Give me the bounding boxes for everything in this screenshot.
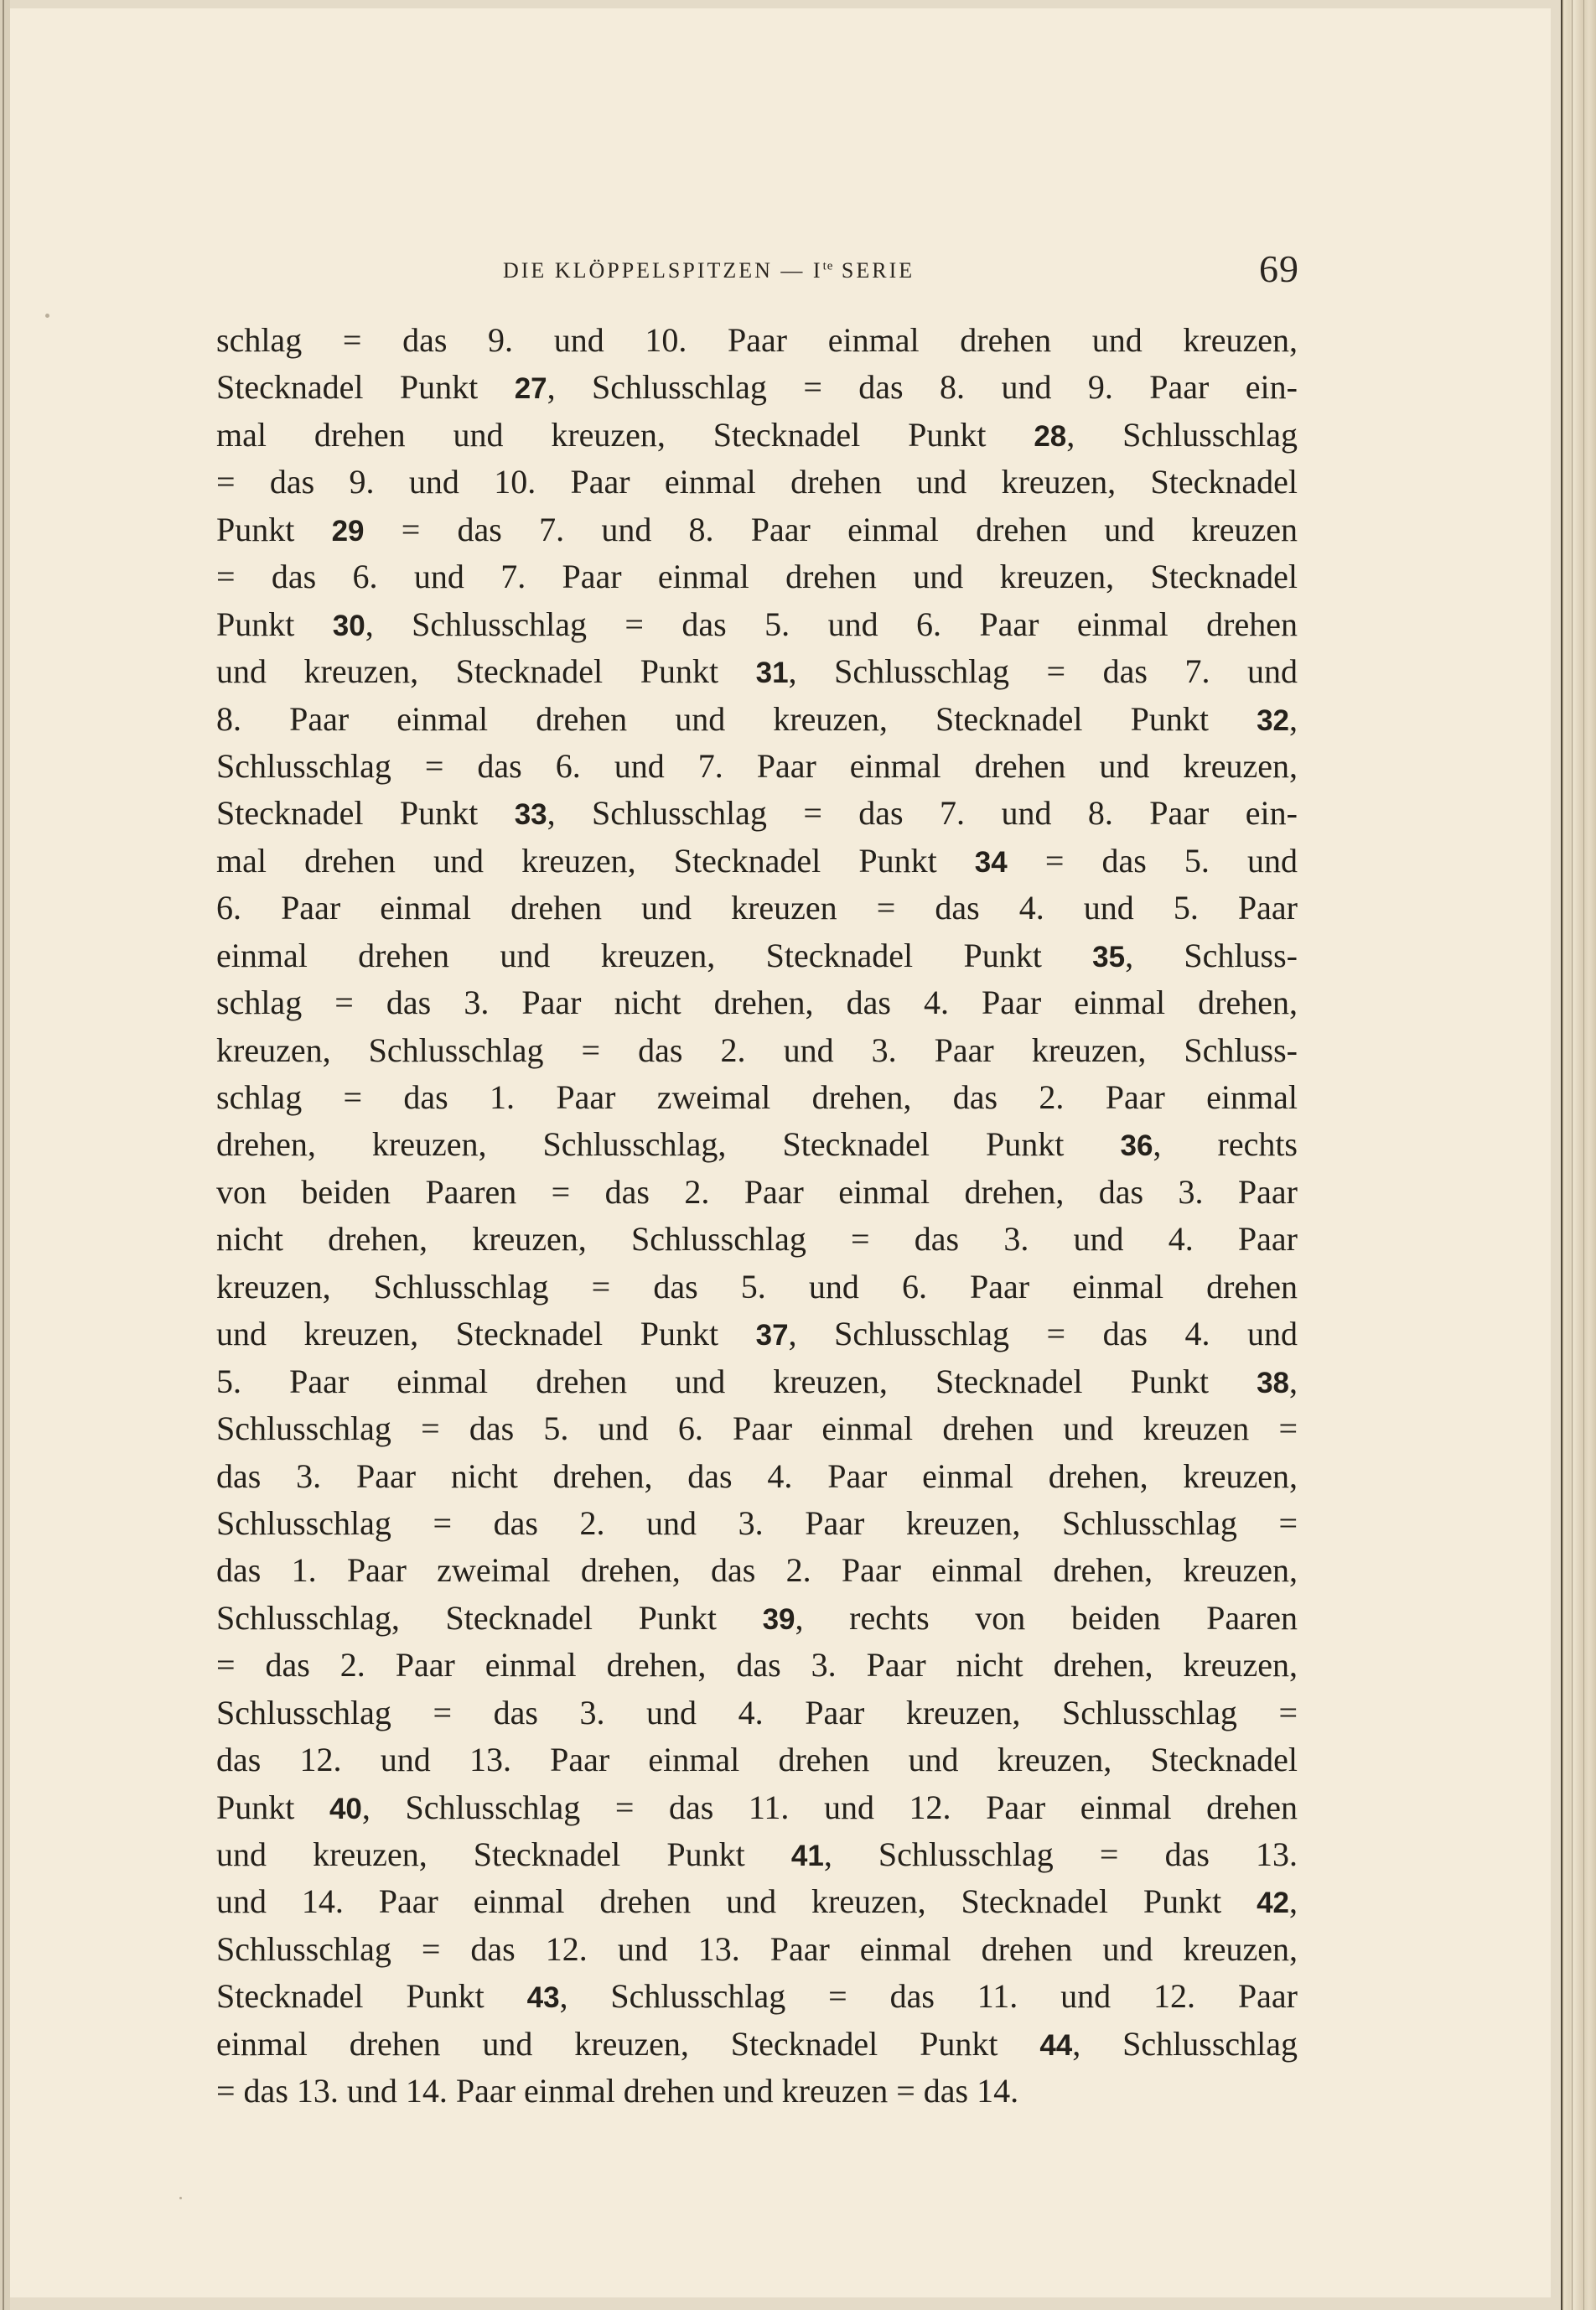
text-run: = das 2. Paar einmal drehen, das 3. Paar nicht drehen, kreuzen, [216, 1646, 1298, 1684]
text-run: und kreuzen, Stecknadel Punkt [216, 1835, 791, 1873]
text-line [216, 885, 1298, 932]
binding-gutter [0, 0, 10, 2310]
text-run: einmal drehen und kreuzen, Stecknadel Punkt [216, 2024, 1040, 2063]
text-run: schlag = das 3. Paar nicht drehen, das 4. Paar einmal drehen, [216, 984, 1298, 1022]
text-line [216, 1547, 1298, 1594]
text-run: = das 9. und 10. Paar einmal drehen und kreuzen, Stecknadel [216, 463, 1298, 501]
text-run: , Schlusschlag = das 8. und 9. Paar ein- [547, 368, 1298, 407]
text-run: Punkt [216, 1788, 329, 1826]
text-run: Schlusschlag, Stecknadel Punkt [216, 1598, 763, 1637]
text-line [216, 1878, 1298, 1925]
paper-speck [179, 2197, 182, 2199]
text-line [216, 459, 1298, 506]
text-run: Punkt [216, 510, 332, 548]
text-run: 6. Paar einmal drehen und kreuzen = das 4. und 5. Paar [216, 889, 1298, 927]
text-line [216, 1169, 1298, 1216]
text-run: und 14. Paar einmal drehen und kreuzen, Stecknadel Punkt [216, 1882, 1257, 1921]
text-run: Stecknadel Punkt [216, 368, 515, 407]
point-number: 34 [974, 845, 1008, 879]
point-number: 31 [755, 657, 789, 690]
point-number: 40 [329, 1792, 362, 1825]
paper-speck [45, 314, 49, 318]
text-line [216, 1216, 1298, 1263]
text-run: , Schlusschlag = das 7. und [788, 652, 1298, 691]
point-number: 33 [514, 798, 547, 832]
page-edge-line [1561, 0, 1562, 2310]
text-line [216, 317, 1298, 364]
text-line [216, 506, 1298, 553]
text-run: Schlusschlag = das 5. und 6. Paar einmal drehen und kreuzen = [216, 1409, 1298, 1448]
text-run: = das 5. und [1007, 841, 1298, 880]
text-run: 5. Paar einmal drehen und kreuzen, Stecknadel Punkt [216, 1362, 1257, 1400]
point-number: 30 [332, 609, 365, 642]
text-run: , [1289, 1882, 1298, 1921]
text-run: das 1. Paar zweimal drehen, das 2. Paar einmal drehen, kreuzen, [216, 1551, 1298, 1590]
text-run: , Schlusschlag [1066, 415, 1298, 454]
text-run: , [1289, 699, 1298, 738]
text-run: drehen, kreuzen, Schlusschlag, Stecknadel Punkt [216, 1125, 1121, 1164]
text-line [216, 601, 1298, 648]
text-line [216, 1926, 1298, 1973]
text-run: , rechts [1153, 1125, 1298, 1164]
text-line [216, 2021, 1298, 2068]
text-line [216, 932, 1298, 979]
text-run: , Schlusschlag = das 5. und 6. Paar einmal drehen [365, 605, 1298, 643]
text-run: Schlusschlag = das 12. und 13. Paar einmal drehen und kreuzen, [216, 1929, 1298, 1968]
text-run: mal drehen und kreuzen, Stecknadel Punkt [216, 841, 975, 880]
text-line [216, 696, 1298, 743]
running-title-superscript: te [822, 259, 834, 273]
body-text [216, 317, 1298, 2115]
text-line [216, 1784, 1298, 1831]
text-line [216, 1642, 1298, 1689]
text-line [216, 1358, 1298, 1405]
point-number: 38 [1257, 1366, 1289, 1399]
text-run: und kreuzen, Stecknadel Punkt [216, 1315, 756, 1353]
text-run: und kreuzen, Stecknadel Punkt [216, 652, 756, 691]
text-run: einmal drehen und kreuzen, Stecknadel Punkt [216, 936, 1093, 974]
text-line [216, 553, 1298, 600]
point-number: 28 [1034, 419, 1067, 453]
point-number: 27 [514, 372, 547, 406]
text-run: Schlusschlag = das 2. und 3. Paar kreuzen, Schlusschlag = [216, 1503, 1298, 1542]
text-run: , Schlusschlag = das 4. und [788, 1315, 1298, 1353]
point-number: 39 [762, 1602, 795, 1636]
text-line [216, 1074, 1298, 1121]
page-number: 69 [1259, 247, 1299, 290]
text-run: 8. Paar einmal drehen und kreuzen, Stecknadel Punkt [216, 699, 1257, 738]
text-line [216, 1831, 1298, 1878]
text-line [216, 1121, 1298, 1168]
text-run: , Schlusschlag = das 13. [823, 1835, 1298, 1873]
running-title-suffix: SERIE [833, 258, 915, 283]
text-line [216, 1690, 1298, 1736]
text-run: kreuzen, Schlusschlag = das 5. und 6. Paar einmal drehen [216, 1267, 1298, 1306]
text-run: von beiden Paaren = das 2. Paar einmal drehen, das 3. Paar [216, 1172, 1298, 1211]
running-title [503, 258, 915, 283]
point-number: 41 [790, 1840, 824, 1872]
text-run: = das 13. und 14. Paar einmal drehen und kreuzen = das 14. [216, 2072, 1019, 2110]
text-run: schlag = das 1. Paar zweimal drehen, das 2. Paar einmal [216, 1078, 1298, 1116]
text-line [216, 2068, 1298, 2115]
text-line [216, 648, 1298, 695]
text-line [216, 1500, 1298, 1547]
text-run: , Schluss- [1125, 936, 1298, 974]
running-head [218, 247, 1299, 293]
point-number: 32 [1257, 703, 1289, 737]
text-run: = das 6. und 7. Paar einmal drehen und kreuzen, Stecknadel [216, 558, 1298, 596]
binding-line [3, 0, 4, 2310]
text-line [216, 743, 1298, 790]
text-run: , Schlusschlag = das 11. und 12. Paar [559, 1977, 1298, 2016]
text-run: Schlusschlag = das 6. und 7. Paar einmal drehen und kreuzen, [216, 746, 1298, 785]
text-line [216, 364, 1298, 411]
text-line [216, 979, 1298, 1026]
text-run: , [1289, 1362, 1298, 1400]
point-number: 35 [1092, 940, 1126, 973]
page-edge-stack [1561, 0, 1596, 2310]
text-run: , Schlusschlag = das 7. und 8. Paar ein- [547, 794, 1298, 833]
text-line [216, 1027, 1298, 1074]
text-run: Schlusschlag = das 3. und 4. Paar kreuzen, Schlusschlag = [216, 1693, 1298, 1731]
text-run: , Schlusschlag = das 11. und 12. Paar einmal drehen [361, 1788, 1298, 1826]
text-line [216, 412, 1298, 459]
text-line [216, 1264, 1298, 1311]
running-title-text: DIE KLÖPPELSPITZEN — I [503, 258, 823, 283]
text-line [216, 1736, 1298, 1783]
page-edge-line [1572, 0, 1573, 2310]
point-number: 42 [1257, 1887, 1289, 1920]
text-line [216, 1973, 1298, 2020]
point-number: 29 [331, 514, 365, 548]
point-number: 36 [1120, 1129, 1153, 1163]
text-run: mal drehen und kreuzen, Stecknadel Punkt [216, 415, 1034, 454]
page-edge-line [1583, 0, 1584, 2310]
text-line [216, 1405, 1298, 1452]
point-number: 44 [1039, 2028, 1073, 2062]
text-run: das 3. Paar nicht drehen, das 4. Paar einmal drehen, kreuzen, [216, 1456, 1298, 1495]
text-run: = das 7. und 8. Paar einmal drehen und kreuzen [364, 510, 1298, 548]
text-run: nicht drehen, kreuzen, Schlusschlag = das 3. und 4. Paar [216, 1220, 1298, 1259]
point-number: 37 [755, 1319, 789, 1352]
text-run: , rechts von beiden Paaren [795, 1598, 1298, 1637]
text-line [216, 838, 1298, 885]
text-run: schlag = das 9. und 10. Paar einmal drehen und kreuzen, [216, 321, 1298, 359]
text-line [216, 1595, 1298, 1642]
text-run: Stecknadel Punkt [216, 794, 515, 833]
point-number: 43 [526, 1981, 560, 2015]
text-run: kreuzen, Schlusschlag = das 2. und 3. Paar kreuzen, Schluss- [216, 1030, 1298, 1069]
text-line [216, 1453, 1298, 1500]
text-line [216, 790, 1298, 837]
text-line [216, 1311, 1298, 1357]
text-run: Stecknadel Punkt [216, 1977, 527, 2016]
text-run: Punkt [216, 605, 333, 643]
text-run: , Schlusschlag [1072, 2024, 1298, 2063]
text-run: das 12. und 13. Paar einmal drehen und kreuzen, Stecknadel [216, 1741, 1298, 1779]
